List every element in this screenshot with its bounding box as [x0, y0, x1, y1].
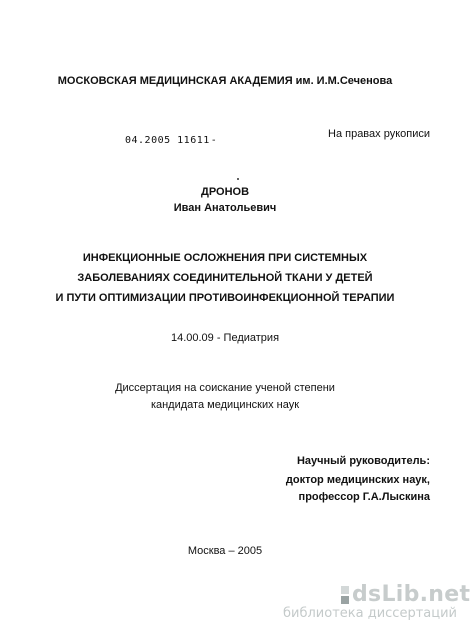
institution-header: МОСКОВСКАЯ МЕДИЦИНСКАЯ АКАДЕМИЯ им. И.М.Сеченова: [57, 75, 393, 87]
watermark-subtitle: библиотека диссертаций: [283, 606, 457, 621]
degree-line-2: кандидата медицинских наук: [150, 399, 300, 411]
place-and-year: Москва – 2005: [187, 545, 263, 557]
manuscript-rights-label: На правах рукописи: [328, 128, 430, 140]
thesis-title-line-2: ЗАБОЛЕВАНИЯХ СОЕДИНИТЕЛЬНОЙ ТКАНИ У ДЕТЕЙ: [77, 272, 373, 284]
watermark-logo-square-icon: [341, 586, 349, 594]
supervisor-name: профессор Г.А.Лыскина: [298, 491, 430, 503]
thesis-title-line-1: ИНФЕКЦИОННЫЕ ОСЛОЖНЕНИЯ ПРИ СИСТЕМНЫХ: [82, 252, 368, 264]
registration-stamp: 04.2005 11611-: [125, 135, 218, 146]
watermark-site: dsLib.net: [352, 582, 470, 607]
degree-line-1: Диссертация на соискание ученой степени: [115, 382, 335, 394]
specialty-code: 14.00.09 - Педиатрия: [170, 332, 280, 344]
author-surname: ДРОНОВ: [200, 186, 250, 198]
scan-speck: [237, 178, 239, 180]
supervisor-degree: доктор медицинских наук,: [285, 474, 430, 486]
author-given-names: Иван Анатольевич: [173, 202, 277, 214]
registration-number: 04.2005 11611: [125, 135, 210, 146]
watermark-logo-square-icon: [341, 596, 349, 604]
supervisor-heading: Научный руководитель:: [296, 455, 430, 467]
thesis-title-line-3: И ПУТИ ОПТИМИЗАЦИИ ПРОТИВОИНФЕКЦИОННОЙ ТЕРАПИИ: [55, 292, 395, 304]
